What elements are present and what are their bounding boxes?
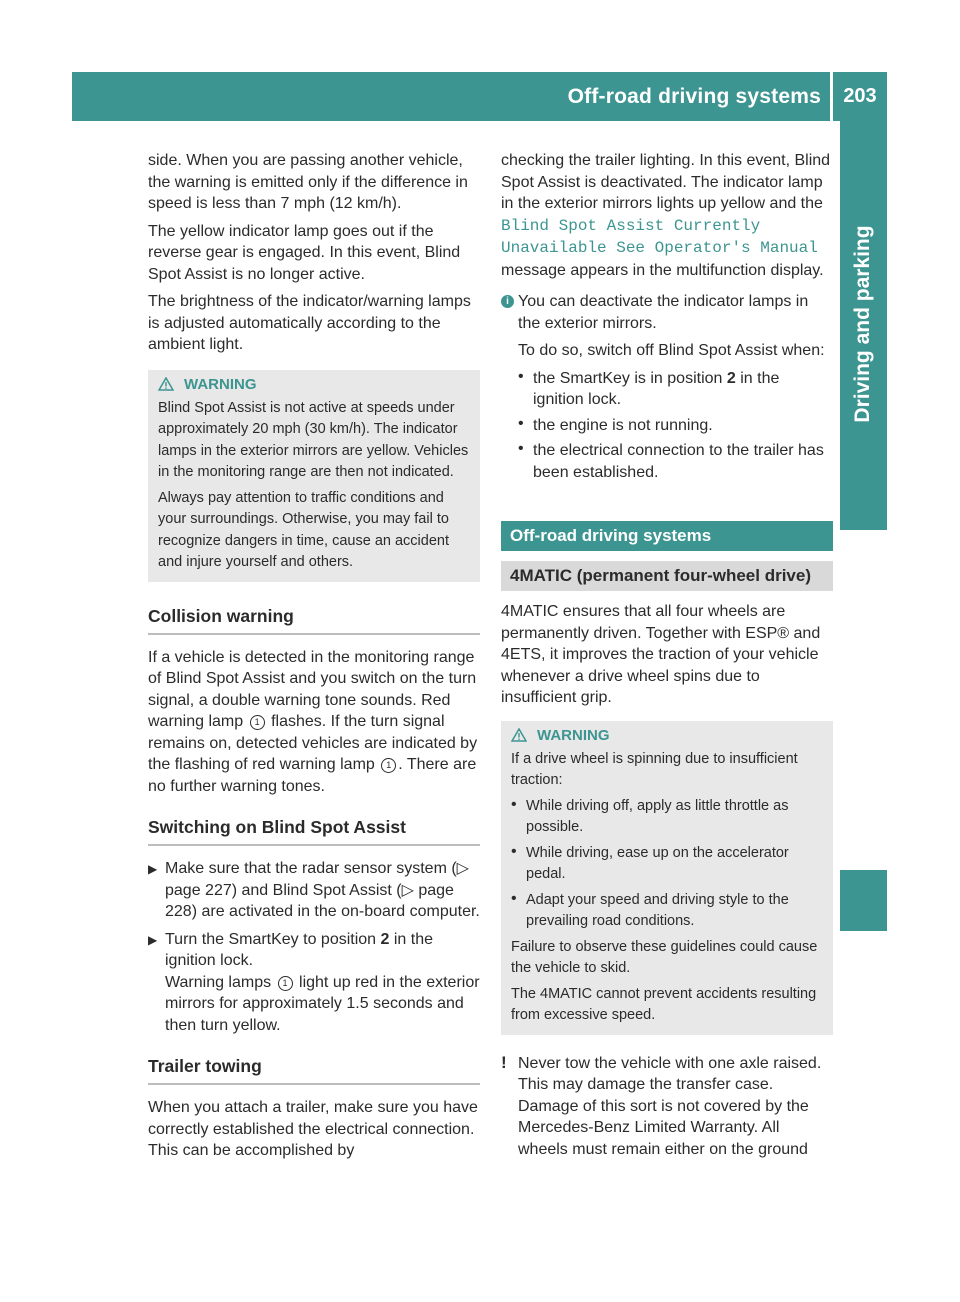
chapter-tab bbox=[840, 121, 887, 530]
warning-text: Failure to observe these guidelines could cause the vehicle to skid. bbox=[511, 938, 818, 976]
warning-triangle-icon bbox=[511, 728, 527, 742]
paragraph-collision: If a vehicle is detected in the monitoring range of Blind Spot Assist and you switch on the turn signal, a double warning tone sounds. Red warning lamp 1 flashes. If the turn signal remains on, detected vehicles are indicated by the flashing of red warning lamp 1 . There are no further warning tones. bbox=[148, 648, 478, 795]
list-item: • Adapt your speed and driving style to the prevailing road conditions. bbox=[511, 889, 789, 929]
list-item: • While driving off, apply as little throttle as possible. bbox=[511, 795, 789, 835]
left-column bbox=[148, 150, 480, 1168]
exclamation-icon: ! bbox=[501, 1052, 507, 1072]
list-item: • the engine is not running. bbox=[518, 414, 713, 434]
right-column bbox=[501, 150, 833, 1166]
warning-heading bbox=[158, 376, 472, 393]
section-heading-trailer: Trailer towing bbox=[148, 1056, 480, 1085]
warning-text: Blind Spot Assist is not active at speeds under approximately 20 mph (30 km/h). The indicator lamps in the exterior mirrors are yellow. Vehicles in the monitoring range are then not indicated. bbox=[158, 399, 469, 480]
section-heading-collision: Collision warning bbox=[148, 606, 480, 635]
subsection-title-bar: 4MATIC (permanent four-wheel drive) bbox=[501, 561, 833, 591]
ref-circle-icon: 1 bbox=[381, 758, 396, 773]
paragraph: When you attach a trailer, make sure you have correctly established the electrical connection. This can be accomplished by bbox=[148, 1099, 478, 1159]
instruction-step: ▶ Turn the SmartKey to position 2 in the ignition lock. Warning lamps 1 light up red in the exterior mirrors for approximately 1.5 seconds and then turn yellow. bbox=[148, 929, 480, 1037]
list-item: • the electrical connection to the trailer has been established. bbox=[518, 440, 824, 481]
list-item: • the SmartKey is in position 2 in the ignition lock. bbox=[518, 367, 780, 408]
paragraph: side. When you are passing another vehicle, the warning is emitted only if the difference in speed is less than 7 mph (12 km/h). bbox=[148, 152, 468, 212]
caution-note: ! Never tow the vehicle with one axle raised. This may damage the transfer case. Damage of this sort is not covered by the Mercedes-Benz Limited Warranty. All wheels must remain either on the ground bbox=[501, 1053, 833, 1161]
section-title-bar: Off-road driving systems bbox=[501, 521, 833, 551]
page-header bbox=[72, 72, 887, 121]
info-note: i You can deactivate the indicator lamps in the exterior mirrors. To do so, switch off Blind Spot Assist when: • the SmartKey is in position 2 in the ignition lock. • the engine is not running. • the electrical connection to the trailer has been established. bbox=[501, 291, 833, 487]
warning-label: WARNING bbox=[537, 726, 610, 744]
info-icon: i bbox=[501, 295, 514, 308]
warning-box bbox=[501, 721, 833, 1035]
warning-text: The 4MATIC cannot prevent accidents resulting from excessive speed. bbox=[511, 985, 817, 1023]
warning-box bbox=[148, 370, 480, 582]
chapter-marker bbox=[840, 870, 887, 931]
step-arrow-icon: ▶ bbox=[148, 862, 158, 876]
warning-text: If a drive wheel is spinning due to insufficient traction: bbox=[511, 750, 798, 788]
ref-circle-icon: 1 bbox=[250, 715, 265, 730]
list-item: • While driving, ease up on the accelerator pedal. bbox=[511, 842, 789, 882]
paragraph: 4MATIC ensures that all four wheels are permanently driven. Together with ESP® and 4ETS, it improves the traction of your vehicle whenever a drive wheel spins due to insufficient grip. bbox=[501, 603, 821, 706]
paragraph: The brightness of the indicator/warning lamps is adjusted automatically according to the ambient light. bbox=[148, 293, 471, 353]
chapter-tab-label: Driving and parking bbox=[851, 225, 874, 423]
warning-heading bbox=[511, 727, 825, 744]
paragraph: checking the trailer lighting. In this event, Blind Spot Assist is deactivated. The indicator lamp in the exterior mirrors lights up yellow and the Blind Spot Assist Currently Unavailable See Operator's Manual message appears in the multifunction display. bbox=[501, 152, 831, 279]
ref-circle-icon: 1 bbox=[278, 976, 293, 991]
instruction-step: ▶ Make sure that the radar sensor system (▷ page 227) and Blind Spot Assist (▷ page 228) are activated in the on-board computer. bbox=[148, 858, 480, 923]
section-heading-switching: Switching on Blind Spot Assist bbox=[148, 817, 480, 846]
warning-label: WARNING bbox=[184, 375, 257, 393]
step-arrow-icon: ▶ bbox=[148, 932, 158, 947]
warning-text: Always pay attention to traffic conditions and your surroundings. Otherwise, you may fail to recognize dangers in time, cause an accident and injure yourself and others. bbox=[158, 489, 449, 570]
page-number: 203 bbox=[843, 85, 877, 107]
display-message: Blind Spot Assist Currently Unavailable See Operator's Manual bbox=[501, 216, 818, 257]
warning-triangle-icon bbox=[158, 377, 174, 391]
paragraph: The yellow indicator lamp goes out if the reverse gear is engaged. In this event, Blind Spot Assist is no longer active. bbox=[148, 222, 461, 283]
position-value: 2 bbox=[380, 930, 390, 948]
header-title: Off-road driving systems bbox=[567, 85, 821, 108]
